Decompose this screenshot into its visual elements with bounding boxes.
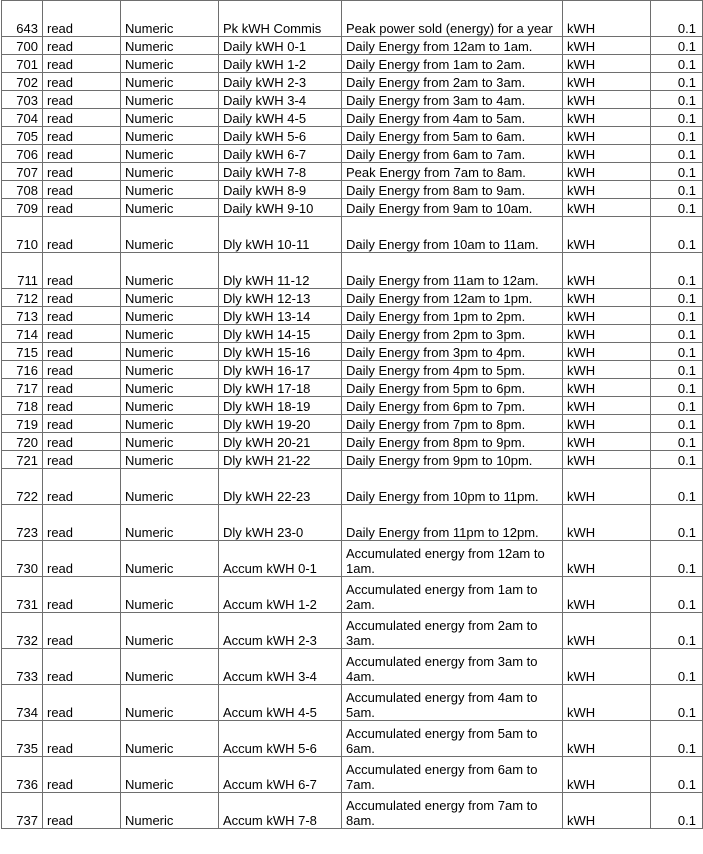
access-cell: read — [43, 1, 121, 37]
description-cell: Daily Energy from 2pm to 3pm. — [342, 325, 563, 343]
table-row — [2, 37, 703, 55]
scale-cell: 0.1 — [651, 181, 703, 199]
access-cell: read — [43, 109, 121, 127]
register-name-cell: Dly kWH 13-14 — [219, 307, 342, 325]
scale-cell: 0.1 — [651, 55, 703, 73]
register-number-cell: 717 — [2, 379, 43, 397]
scale-cell: 0.1 — [651, 253, 703, 289]
scale-cell: 0.1 — [651, 577, 703, 613]
data-type-cell: Numeric — [121, 145, 219, 163]
access-cell: read — [43, 613, 121, 649]
register-number-cell: 712 — [2, 289, 43, 307]
scale-cell: 0.1 — [651, 73, 703, 91]
register-name-cell: Accum kWH 4-5 — [219, 685, 342, 721]
data-type-cell: Numeric — [121, 721, 219, 757]
description-cell: Daily Energy from 8pm to 9pm. — [342, 433, 563, 451]
access-cell: read — [43, 91, 121, 109]
register-number-cell: 702 — [2, 73, 43, 91]
data-type-cell: Numeric — [121, 325, 219, 343]
access-cell: read — [43, 415, 121, 433]
table-row — [2, 433, 703, 451]
data-type-cell: Numeric — [121, 451, 219, 469]
table-row — [2, 649, 703, 685]
data-type-cell: Numeric — [121, 55, 219, 73]
data-type-cell: Numeric — [121, 613, 219, 649]
register-name-cell: Dly kWH 11-12 — [219, 253, 342, 289]
unit-cell: kWH — [563, 217, 651, 253]
table-row — [2, 613, 703, 649]
access-cell: read — [43, 181, 121, 199]
register-name-cell: Daily kWH 0-1 — [219, 37, 342, 55]
scale-cell: 0.1 — [651, 649, 703, 685]
unit-cell: kWH — [563, 163, 651, 181]
data-type-cell: Numeric — [121, 415, 219, 433]
description-cell: Daily Energy from 12am to 1pm. — [342, 289, 563, 307]
register-number-cell: 714 — [2, 325, 43, 343]
table-row — [2, 451, 703, 469]
register-name-cell: Daily kWH 6-7 — [219, 145, 342, 163]
unit-cell: kWH — [563, 757, 651, 793]
scale-cell: 0.1 — [651, 145, 703, 163]
table-row — [2, 343, 703, 361]
unit-cell: kWH — [563, 451, 651, 469]
register-number-cell: 705 — [2, 127, 43, 145]
table-row — [2, 217, 703, 253]
access-cell: read — [43, 37, 121, 55]
data-type-cell: Numeric — [121, 181, 219, 199]
access-cell: read — [43, 163, 121, 181]
register-number-cell: 737 — [2, 793, 43, 829]
register-number-cell: 703 — [2, 91, 43, 109]
description-cell: Daily Energy from 1am to 2am. — [342, 55, 563, 73]
description-cell: Daily Energy from 9am to 10am. — [342, 199, 563, 217]
description-cell: Accumulated energy from 5am to 6am. — [342, 721, 563, 757]
register-table — [1, 0, 703, 829]
register-number-cell: 715 — [2, 343, 43, 361]
register-number-cell: 711 — [2, 253, 43, 289]
register-name-cell: Accum kWH 1-2 — [219, 577, 342, 613]
access-cell: read — [43, 127, 121, 145]
register-number-cell: 723 — [2, 505, 43, 541]
data-type-cell: Numeric — [121, 433, 219, 451]
data-type-cell: Numeric — [121, 1, 219, 37]
description-cell: Accumulated energy from 3am to 4am. — [342, 649, 563, 685]
description-cell: Peak Energy from 7am to 8am. — [342, 163, 563, 181]
register-name-cell: Accum kWH 5-6 — [219, 721, 342, 757]
unit-cell: kWH — [563, 793, 651, 829]
access-cell: read — [43, 145, 121, 163]
data-type-cell: Numeric — [121, 757, 219, 793]
data-type-cell: Numeric — [121, 253, 219, 289]
data-type-cell: Numeric — [121, 793, 219, 829]
scale-cell: 0.1 — [651, 127, 703, 145]
table-row — [2, 541, 703, 577]
register-number-cell: 709 — [2, 199, 43, 217]
register-number-cell: 735 — [2, 721, 43, 757]
scale-cell: 0.1 — [651, 685, 703, 721]
data-type-cell: Numeric — [121, 505, 219, 541]
unit-cell: kWH — [563, 343, 651, 361]
register-name-cell: Accum kWH 0-1 — [219, 541, 342, 577]
register-name-cell: Daily kWH 2-3 — [219, 73, 342, 91]
description-cell: Daily Energy from 10am to 11am. — [342, 217, 563, 253]
table-row — [2, 181, 703, 199]
register-name-cell: Pk kWH Commis — [219, 1, 342, 37]
data-type-cell: Numeric — [121, 343, 219, 361]
description-cell: Daily Energy from 1pm to 2pm. — [342, 307, 563, 325]
register-name-cell: Accum kWH 3-4 — [219, 649, 342, 685]
unit-cell: kWH — [563, 253, 651, 289]
register-number-cell: 736 — [2, 757, 43, 793]
access-cell: read — [43, 685, 121, 721]
access-cell: read — [43, 379, 121, 397]
register-name-cell: Dly kWH 18-19 — [219, 397, 342, 415]
register-name-cell: Daily kWH 3-4 — [219, 91, 342, 109]
data-type-cell: Numeric — [121, 199, 219, 217]
register-name-cell: Dly kWH 19-20 — [219, 415, 342, 433]
table-row — [2, 55, 703, 73]
register-number-cell: 733 — [2, 649, 43, 685]
description-cell: Daily Energy from 12am to 1am. — [342, 37, 563, 55]
access-cell: read — [43, 721, 121, 757]
unit-cell: kWH — [563, 37, 651, 55]
register-name-cell: Dly kWH 17-18 — [219, 379, 342, 397]
access-cell: read — [43, 253, 121, 289]
unit-cell: kWH — [563, 577, 651, 613]
scale-cell: 0.1 — [651, 415, 703, 433]
access-cell: read — [43, 217, 121, 253]
scale-cell: 0.1 — [651, 541, 703, 577]
table-row — [2, 793, 703, 829]
table-row — [2, 127, 703, 145]
unit-cell: kWH — [563, 181, 651, 199]
scale-cell: 0.1 — [651, 199, 703, 217]
table-row — [2, 199, 703, 217]
access-cell: read — [43, 325, 121, 343]
access-cell: read — [43, 361, 121, 379]
unit-cell: kWH — [563, 685, 651, 721]
register-name-cell: Dly kWH 14-15 — [219, 325, 342, 343]
register-number-cell: 708 — [2, 181, 43, 199]
unit-cell: kWH — [563, 127, 651, 145]
table-row — [2, 757, 703, 793]
unit-cell: kWH — [563, 721, 651, 757]
unit-cell: kWH — [563, 649, 651, 685]
table-row — [2, 289, 703, 307]
access-cell: read — [43, 199, 121, 217]
data-type-cell: Numeric — [121, 397, 219, 415]
register-number-cell: 716 — [2, 361, 43, 379]
table-row — [2, 73, 703, 91]
scale-cell: 0.1 — [651, 451, 703, 469]
access-cell: read — [43, 73, 121, 91]
unit-cell: kWH — [563, 1, 651, 37]
description-cell: Daily Energy from 10pm to 11pm. — [342, 469, 563, 505]
register-name-cell: Dly kWH 22-23 — [219, 469, 342, 505]
description-cell: Daily Energy from 2am to 3am. — [342, 73, 563, 91]
description-cell: Accumulated energy from 6am to 7am. — [342, 757, 563, 793]
data-type-cell: Numeric — [121, 379, 219, 397]
register-name-cell: Dly kWH 12-13 — [219, 289, 342, 307]
register-number-cell: 730 — [2, 541, 43, 577]
unit-cell: kWH — [563, 307, 651, 325]
register-number-cell: 734 — [2, 685, 43, 721]
access-cell: read — [43, 397, 121, 415]
data-type-cell: Numeric — [121, 685, 219, 721]
register-number-cell: 643 — [2, 1, 43, 37]
description-cell: Daily Energy from 7pm to 8pm. — [342, 415, 563, 433]
register-table-body — [2, 1, 703, 829]
unit-cell: kWH — [563, 541, 651, 577]
scale-cell: 0.1 — [651, 91, 703, 109]
scale-cell: 0.1 — [651, 361, 703, 379]
description-cell: Accumulated energy from 1am to 2am. — [342, 577, 563, 613]
register-number-cell: 701 — [2, 55, 43, 73]
register-name-cell: Accum kWH 6-7 — [219, 757, 342, 793]
table-row — [2, 145, 703, 163]
description-cell: Daily Energy from 4pm to 5pm. — [342, 361, 563, 379]
data-type-cell: Numeric — [121, 307, 219, 325]
register-name-cell: Dly kWH 15-16 — [219, 343, 342, 361]
scale-cell: 0.1 — [651, 433, 703, 451]
description-cell: Daily Energy from 3pm to 4pm. — [342, 343, 563, 361]
unit-cell: kWH — [563, 199, 651, 217]
unit-cell: kWH — [563, 613, 651, 649]
data-type-cell: Numeric — [121, 163, 219, 181]
unit-cell: kWH — [563, 397, 651, 415]
data-type-cell: Numeric — [121, 289, 219, 307]
data-type-cell: Numeric — [121, 109, 219, 127]
description-cell: Daily Energy from 8am to 9am. — [342, 181, 563, 199]
scale-cell: 0.1 — [651, 163, 703, 181]
unit-cell: kWH — [563, 379, 651, 397]
access-cell: read — [43, 433, 121, 451]
data-type-cell: Numeric — [121, 73, 219, 91]
unit-cell: kWH — [563, 145, 651, 163]
unit-cell: kWH — [563, 325, 651, 343]
table-row — [2, 397, 703, 415]
register-name-cell: Dly kWH 20-21 — [219, 433, 342, 451]
register-number-cell: 721 — [2, 451, 43, 469]
register-number-cell: 718 — [2, 397, 43, 415]
table-row — [2, 505, 703, 541]
register-name-cell: Daily kWH 8-9 — [219, 181, 342, 199]
unit-cell: kWH — [563, 91, 651, 109]
description-cell: Daily Energy from 6pm to 7pm. — [342, 397, 563, 415]
scale-cell: 0.1 — [651, 379, 703, 397]
access-cell: read — [43, 649, 121, 685]
register-name-cell: Daily kWH 7-8 — [219, 163, 342, 181]
unit-cell: kWH — [563, 73, 651, 91]
table-row — [2, 415, 703, 433]
scale-cell: 0.1 — [651, 325, 703, 343]
register-name-cell: Dly kWH 16-17 — [219, 361, 342, 379]
table-row — [2, 253, 703, 289]
register-number-cell: 731 — [2, 577, 43, 613]
access-cell: read — [43, 541, 121, 577]
table-row — [2, 163, 703, 181]
data-type-cell: Numeric — [121, 91, 219, 109]
description-cell: Accumulated energy from 7am to 8am. — [342, 793, 563, 829]
scale-cell: 0.1 — [651, 109, 703, 127]
scale-cell: 0.1 — [651, 757, 703, 793]
register-name-cell: Daily kWH 1-2 — [219, 55, 342, 73]
description-cell: Daily Energy from 6am to 7am. — [342, 145, 563, 163]
register-name-cell: Accum kWH 7-8 — [219, 793, 342, 829]
scale-cell: 0.1 — [651, 505, 703, 541]
register-number-cell: 707 — [2, 163, 43, 181]
unit-cell: kWH — [563, 433, 651, 451]
description-cell: Peak power sold (energy) for a year — [342, 1, 563, 37]
description-cell: Daily Energy from 5am to 6am. — [342, 127, 563, 145]
unit-cell: kWH — [563, 469, 651, 505]
data-type-cell: Numeric — [121, 649, 219, 685]
table-row — [2, 469, 703, 505]
table-row — [2, 361, 703, 379]
table-row — [2, 721, 703, 757]
unit-cell: kWH — [563, 505, 651, 541]
scale-cell: 0.1 — [651, 37, 703, 55]
description-cell: Daily Energy from 4am to 5am. — [342, 109, 563, 127]
data-type-cell: Numeric — [121, 541, 219, 577]
register-number-cell: 720 — [2, 433, 43, 451]
scale-cell: 0.1 — [651, 289, 703, 307]
scale-cell: 0.1 — [651, 469, 703, 505]
register-name-cell: Daily kWH 5-6 — [219, 127, 342, 145]
register-number-cell: 706 — [2, 145, 43, 163]
access-cell: read — [43, 55, 121, 73]
scale-cell: 0.1 — [651, 793, 703, 829]
register-number-cell: 704 — [2, 109, 43, 127]
scale-cell: 0.1 — [651, 397, 703, 415]
description-cell: Daily Energy from 5pm to 6pm. — [342, 379, 563, 397]
access-cell: read — [43, 289, 121, 307]
description-cell: Accumulated energy from 12am to 1am. — [342, 541, 563, 577]
description-cell: Accumulated energy from 4am to 5am. — [342, 685, 563, 721]
table-row — [2, 685, 703, 721]
access-cell: read — [43, 343, 121, 361]
access-cell: read — [43, 307, 121, 325]
register-name-cell: Dly kWH 23-0 — [219, 505, 342, 541]
unit-cell: kWH — [563, 361, 651, 379]
register-name-cell: Dly kWH 21-22 — [219, 451, 342, 469]
access-cell: read — [43, 469, 121, 505]
scale-cell: 0.1 — [651, 1, 703, 37]
data-type-cell: Numeric — [121, 577, 219, 613]
table-row — [2, 577, 703, 613]
register-number-cell: 722 — [2, 469, 43, 505]
access-cell: read — [43, 505, 121, 541]
data-type-cell: Numeric — [121, 37, 219, 55]
register-name-cell: Daily kWH 4-5 — [219, 109, 342, 127]
table-row — [2, 109, 703, 127]
unit-cell: kWH — [563, 289, 651, 307]
unit-cell: kWH — [563, 109, 651, 127]
scale-cell: 0.1 — [651, 307, 703, 325]
register-number-cell: 732 — [2, 613, 43, 649]
access-cell: read — [43, 793, 121, 829]
register-number-cell: 700 — [2, 37, 43, 55]
unit-cell: kWH — [563, 415, 651, 433]
data-type-cell: Numeric — [121, 217, 219, 253]
unit-cell: kWH — [563, 55, 651, 73]
register-name-cell: Dly kWH 10-11 — [219, 217, 342, 253]
table-row — [2, 91, 703, 109]
register-name-cell: Accum kWH 2-3 — [219, 613, 342, 649]
table-row — [2, 307, 703, 325]
register-number-cell: 713 — [2, 307, 43, 325]
access-cell: read — [43, 451, 121, 469]
data-type-cell: Numeric — [121, 469, 219, 505]
table-row — [2, 1, 703, 37]
scale-cell: 0.1 — [651, 343, 703, 361]
scale-cell: 0.1 — [651, 613, 703, 649]
data-type-cell: Numeric — [121, 361, 219, 379]
description-cell: Daily Energy from 9pm to 10pm. — [342, 451, 563, 469]
register-name-cell: Daily kWH 9-10 — [219, 199, 342, 217]
description-cell: Daily Energy from 11am to 12am. — [342, 253, 563, 289]
scale-cell: 0.1 — [651, 217, 703, 253]
scale-cell: 0.1 — [651, 721, 703, 757]
access-cell: read — [43, 577, 121, 613]
table-row — [2, 379, 703, 397]
description-cell: Daily Energy from 3am to 4am. — [342, 91, 563, 109]
description-cell: Accumulated energy from 2am to 3am. — [342, 613, 563, 649]
access-cell: read — [43, 757, 121, 793]
table-row — [2, 325, 703, 343]
description-cell: Daily Energy from 11pm to 12pm. — [342, 505, 563, 541]
register-number-cell: 719 — [2, 415, 43, 433]
register-number-cell: 710 — [2, 217, 43, 253]
data-type-cell: Numeric — [121, 127, 219, 145]
